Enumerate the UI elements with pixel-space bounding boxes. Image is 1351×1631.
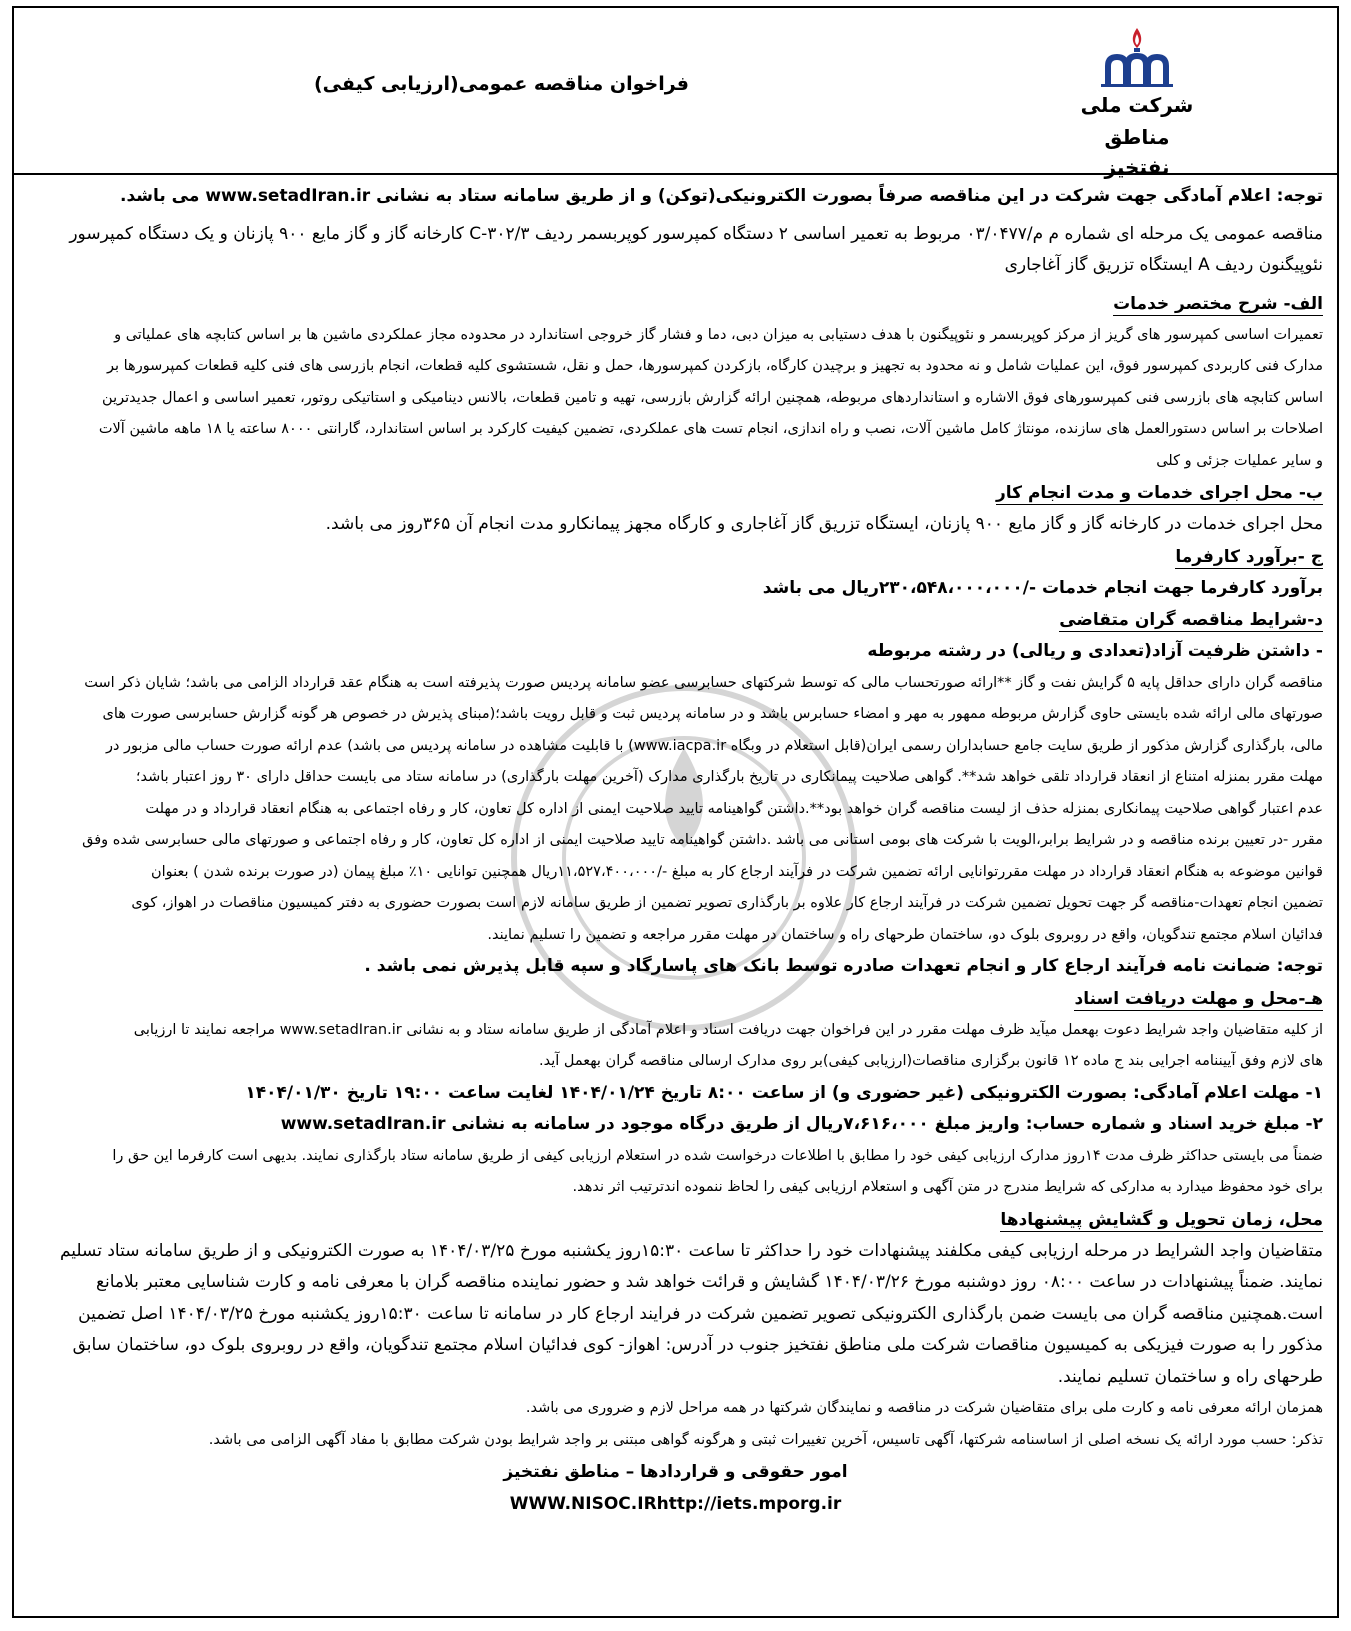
section-heading: هـ-محل و مهلت دریافت اسناد xyxy=(1074,988,1323,1009)
paragraph-line: اساس کتابچه های بازرسی فنی کمپرسورهای فوق الاشاره و استانداردهای مربوطه، همچنین ارائه گزارش بازرسی، تهیه و تامین قطعات، بالانس دینامیکی و استاتیکی روتور، تعمیر اساسی و اعمال جدیدترین xyxy=(102,389,1323,406)
section-submission xyxy=(28,1204,1323,1394)
section-heading: ب- محل اجرای خدمات و مدت انجام کار xyxy=(995,483,1323,503)
section-heading: د-شرایط مناقصه گران متقاضی xyxy=(1059,610,1323,630)
fee-item: ۲- مبلغ خرید اسناد و شماره حساب: واریز مبلغ ۷،۶۱۶،۰۰۰ریال از طریق درگاه موجود در سامانه به نشانی www.setadIran.ir xyxy=(280,1114,1323,1134)
paragraph-line: تذکر: حسب مورد ارائه یک نسخه اصلی از اساسنامه شرکتها، آگهی تاسیس، آخرین تغییرات ثبتی و هرگونه گواهی مبتنی بر واجد شرایط بودن شرکت مطابق با مفاد آگهی الزامی می باشد. xyxy=(208,1431,1323,1448)
website-links: WWW.NISOC.IRhttp://iets.mporg.ir xyxy=(509,1494,842,1514)
paragraph-line: همزمان ارائه معرفی نامه و کارت ملی برای متقاضیان شرکت در مناقصه و نمایندگان شرکتها در همه مراحل لازم و ضروری می باشد. xyxy=(525,1400,1323,1416)
section-estimate xyxy=(28,541,1323,605)
paragraph-line: قوانین موضوعه به هنگام انعقاد قرارداد در مهلت مقررتوانایی ارائه تضمین شرکت در فرآیند ارجاع کار به مبلغ -/۱۱،۵۲۷،۴۰۰،۰۰۰ریال همچنین توانایی ۱۰٪ مبلغ پیمان (در صورت برنده شدن ) بعنوان xyxy=(150,863,1323,880)
section-heading: الف- شرح مختصر خدمات xyxy=(1113,293,1323,314)
paragraph-line: مدارک فنی کاربردی کمپرسور فوق، این عملیات شامل و نه محدود به تجهیز و برچیدن کارگاه، بازکردن کمپرسورها، حمل و نقل، شستشوی کلیه قطعات، انجام بازرسی های فنی کلیه قطعات کمپرسورها بر xyxy=(106,358,1323,374)
paragraph-line: مهلت مقرر بمنزله امتناع از انعقاد قرارداد تلقی خواهد شد**. گواهی صلاحیت پیمانکاری در تاریخ بارگذاری مدارک (آخرین مهلت بارگذاری) در سامانه ستاد می بایست حداقل دارای ۳۰ روز اعتبار باشد؛ xyxy=(135,769,1323,785)
paragraph-line: نمایند. ضمناً پیشنهادات در ساعت ۰۸:۰۰ روز دوشنبه مورخ ۱۴۰۴/۰۳/۲۶ گشایش و قرائت خواهد شد و حضور نماینده مناقصه گران با معرفی نامه و کارت شناسایی معتبر بلامانع xyxy=(95,1272,1323,1292)
setad-notice: توجه: اعلام آمادگی جهت شرکت در این مناقصه صرفاً بصورت الکترونیکی(توکن) و از طریق سامانه ستاد به نشانی www.setadIran.ir می باشد. xyxy=(120,186,1323,206)
paragraph-line: اصلاحات بر اساس دستورالعمل های سازنده، مونتاژ کامل ماشین آلات، نصب و راه اندازی، انجام تست های عملکردی، تضمین کیفیت کارکرد بر اساس استاندارد، گارانتی ۸۰۰۰ ساعته یا ۱۸ ماهه ماشین آلات xyxy=(98,421,1323,437)
signature-line: امور حقوقی و قراردادها – مناطق نفتخیز xyxy=(503,1462,848,1482)
section-documents xyxy=(28,983,1323,1204)
paragraph-line: و سایر عملیات جزئی و کلی xyxy=(1156,452,1323,469)
section-heading: محل، زمان تحویل و گشایش پیشنهادها xyxy=(1000,1209,1323,1230)
flame-logo-icon xyxy=(1097,26,1177,88)
notice-title: فراخوان مناقصه عمومی(ارزیابی کیفی) xyxy=(314,73,689,95)
intro-line: مناقصه عمومی یک مرحله ای شماره م م/۰۳/۰۴۷۷ مربوط به تعمیر اساسی ۲ دستگاه کمپرسور کوپربسمر ردیف C-۳۰۲/۳ کارخانه گاز و گاز مایع ۹۰۰ پازنان و یک دستگاه کمپرسور xyxy=(69,223,1323,244)
guarantee-notice: توجه: ضمانت نامه فرآیند ارجاع کار و انجام تعهدات صادره توسط بانک های پاسارگاد و سپه قابل پذیرش نمی باشد . xyxy=(364,956,1323,976)
document-body xyxy=(14,181,1337,1520)
company-logo-block xyxy=(1077,26,1197,182)
deadline-item: ۱- مهلت اعلام آمادگی: بصورت الکترونیکی (غیر حضوری و) از ساعت ۸:۰۰ تاریخ ۱۴۰۴/۰۱/۲۴ لغایت ساعت ۱۹:۰۰ تاریخ ۱۴۰۴/۰۱/۳۰ xyxy=(245,1082,1323,1103)
section-location xyxy=(28,477,1323,541)
paragraph-line: از کلیه متقاضیان واجد شرایط دعوت بهعمل میآید ظرف مهلت مقرر در این فراخوان جهت دریافت اسناد و اعلام آمادگی از طریق سامانه ستاد و به نشانی www.setadIran.ir مراجعه نمایند تا ارزیابی xyxy=(133,1021,1323,1038)
paragraph-line: تعمیرات اساسی کمپرسور های گریز از مرکز کوپربسمر و نئوپیگنون با هدف دستیابی به میزان دبی، دما و فشار گاز خروجی استاندارد در محدوده مجاز عملکردی ماشین ها بر اساس کتابچه های عملیاتی و xyxy=(114,326,1323,343)
paragraph-line: مناقصه گران دارای حداقل پایه ۵ گرایش نفت و گاز **ارائه صورتحساب مالی که توسط شرکتهای حسابرسی عضو سامانه پردیس صورت پذیرفته است به هنگام عقد قرارداد الزامی می باشد؛ شایان ذکر است xyxy=(84,674,1323,691)
paragraph-line: محل اجرای خدمات در کارخانه گاز و گاز مایع ۹۰۰ پازنان، ایستگاه تزریق گاز آغاجاری و کارگاه مجهز پیمانکارو مدت انجام آن ۳۶۵روز می باشد. xyxy=(325,514,1323,534)
paragraph-line: تضمین انجام تعهدات-مناقصه گر جهت تحویل تضمین شرکت در فرآیند ارجاع کار علاوه بر بارگذاری تصویر تضمین از طریق سامانه لازم است بصورت حضوری به دفتر کمیسیون مناقصات در اهواز، کوی xyxy=(131,895,1323,911)
company-name-line1: شرکت ملی xyxy=(1080,93,1194,117)
section-services xyxy=(28,288,1323,478)
paragraph-line: صورتهای مالی ارائه شده بایستی حاوی گزارش مربوطه ممهور به مهر و امضاء حسابرس باشد و در سامانه پردیس ثبت و قابل رویت باشد؛(مبنای پذیرش در خصوص هر گونه گزارش حسابرسی صورت های xyxy=(102,706,1323,722)
paragraph-line: طرحهای راه و ساختمان تسلیم نمایند. xyxy=(1057,1366,1323,1387)
paragraph-line: مذکور را به صورت فیزیکی به کمیسیون مناقصات شرکت ملی مناطق نفتخیز جنوب در آدرس: اهواز- کوی فدائیان اسلام مجتمع تندگویان، واقع در روبروی بلوک دو، ساختمان سابق xyxy=(72,1335,1323,1355)
estimate-amount: برآورد کارفرما جهت انجام خدمات -/۲۳۰،۵۴۸،۰۰۰،۰۰۰ریال می باشد xyxy=(762,577,1323,598)
section-conditions xyxy=(28,604,1323,951)
section-heading: ج -برآورد کارفرما xyxy=(1175,546,1323,567)
company-name-line2: مناطق نفتخیز xyxy=(1104,125,1170,179)
tender-intro xyxy=(28,219,1323,282)
document-header xyxy=(14,8,1337,179)
closing-notes xyxy=(28,1393,1323,1456)
paragraph-line: های لازم وفق آییننامه اجرایی بند ج ماده ۱۲ قانون برگزاری مناقصات(ارزیابی کیفی)بر روی مدارک ارسالی مناقصه گران بهعمل آید. xyxy=(538,1053,1323,1069)
paragraph-line: فدائیان اسلام مجتمع تندگویان، واقع در روبروی بلوک دو، ساختمان طرحهای راه و ساختمان در مهلت مقرر مراجعه و تضمین را تسلیم نمایند. xyxy=(487,926,1323,943)
paragraph-line: عدم اعتبار گواهی صلاحیت پیمانکاری بمنزله حذف از لیست مناقصه گران خواهد بود**.داشتن گواهینامه تایید صلاحیت ایمنی از اداره کل تعاون، کار و رفاه اجتماعی به هنگام انعقاد قرارداد و در مهلت xyxy=(145,800,1323,817)
paragraph-line: است.همچنین مناقصه گران می بایست ضمن بارگذاری الکترونیکی تصویر تضمین شرکت در فرایند ارجاع کار در سامانه تا ساعت ۱۵:۳۰روز یکشنبه مورخ ۱۴۰۴/۰۳/۲۵ اصل تضمین xyxy=(78,1303,1323,1324)
paragraph-line: متقاضیان واجد الشرایط در مرحله ارزیابی کیفی مکلفند پیشنهادات خود را حداکثر تا ساعت ۱۵:۳۰روز یکشنبه مورخ ۱۴۰۴/۰۳/۲۵ به صورت الکترونیکی و از طریق سامانه ستاد تسلیم xyxy=(59,1240,1323,1261)
notice-document xyxy=(12,6,1339,1618)
paragraph-line: برای خود محفوظ میدارد به مدارکی که شرایط مندرج در متن آگهی و استعلام ارزیابی کیفی را لحاظ ننموده اندترتیب اثر ندهد. xyxy=(572,1179,1323,1195)
capacity-subheading: - داشتن ظرفیت آزاد(تعدادی و ریالی) در رشته مربوطه xyxy=(867,641,1323,661)
intro-line: نئوپیگنون ردیف A ایستگاه تزریق گاز آغاجاری xyxy=(1004,255,1323,275)
paragraph-line: مقرر -در تعیین برنده مناقصه و در شرایط برابر،الویت با شرکت های بومی استانی می باشد .داشتن گواهینامه تایید صلاحیت ایمنی از اداره کل تعاون، کار و رفاه اجتماعی و صورتهای مالی حسابرسی شده وفق xyxy=(82,832,1323,848)
paragraph-line: ضمناً می بایستی حداکثر ظرف مدت ۱۴روز مدارک ارزیابی کیفی خود را مطابق با اطلاعات درخواست شده در استعلام ارزیابی کیفی از طریق سامانه ستاد بارگذاری نمایند. بدیهی است کارفرما این حق را xyxy=(112,1147,1323,1164)
paragraph-line: مالی، بارگذاری گزارش مذکور از طریق سایت جامع حسابداران رسمی ایران(قابل استعلام در وبگاه www.iacpa.ir) با قابلیت مشاهده در سامانه پردیس می باشد) عدم ارائه صورت حساب مالی مزبور در xyxy=(105,737,1323,754)
